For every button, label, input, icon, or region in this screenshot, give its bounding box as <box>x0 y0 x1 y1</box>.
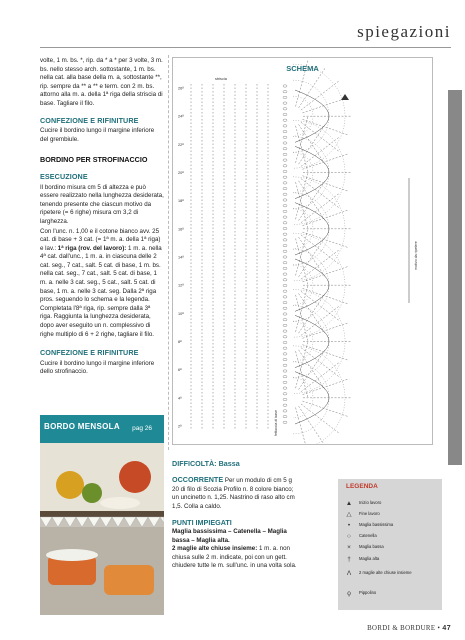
chain-mark <box>283 353 287 355</box>
chain-mark <box>283 227 287 229</box>
chain-mark <box>283 358 287 360</box>
execution-row-label: 1ª riga (rov. del lavoro): <box>57 244 127 252</box>
chain-mark <box>283 91 287 93</box>
stitches-definition <box>172 545 298 570</box>
schema-row-label: 18ª <box>178 199 184 204</box>
execution-text-2-pre: Con l'unc. n. 1,00 e il cotone bianco avv. 25 cat. di base + 3 cat. (= 1ª m. a. della 1ª riga) e lav.: <box>40 227 161 252</box>
chain-mark <box>283 336 287 338</box>
legend-panel <box>338 479 442 610</box>
chain-mark <box>283 398 287 400</box>
chain-mark <box>283 108 287 110</box>
schema-side-label: motivo da ripetere <box>414 241 418 270</box>
legend-item <box>342 521 438 531</box>
chain-mark <box>283 387 287 389</box>
chain-mark <box>283 113 287 115</box>
schema-row-label: 24ª <box>178 114 184 119</box>
chain-mark <box>283 370 287 372</box>
chain-mark <box>283 187 287 189</box>
chain-mark <box>283 421 287 423</box>
legend-item <box>342 589 438 599</box>
schema-row-label: 14ª <box>178 255 184 260</box>
chain-mark <box>283 313 287 315</box>
schema-row-label: 4ª <box>178 396 182 401</box>
chain-mark <box>283 296 287 298</box>
chain-mark <box>283 125 287 127</box>
page-header-title: spiegazioni <box>357 22 451 41</box>
finishing-text-2: Cucire il bordino lungo il margine inferiore dello strofinaccio. <box>40 359 155 376</box>
legend-item-label: Inizio lavoro <box>359 500 382 505</box>
section-heading: BORDINO PER STROFINACCIO <box>40 155 148 165</box>
finishing-text-1: Cucire il bordino lungo il margine inferiore del grembiule. <box>40 127 155 143</box>
chain-mark <box>283 393 287 395</box>
schema-row-label: 10ª <box>178 311 184 316</box>
chain-mark <box>283 256 287 258</box>
legend-item-label: Fine lavoro <box>359 511 380 516</box>
intro-paragraph: volte, 1 m. bs. *, rip. da * a * per 3 volte, 3 m. bs. nello stesso arch. sottostante, 1 m. bs. nella cat. alla base della m. a, sottostante **, rip. sempre da ** a ** e term. con 2 m. bs. attorno alla m. a. della 1ª riga della striscia di base. Tagliare il filo. <box>40 57 163 107</box>
chain-mark <box>283 307 287 309</box>
chain-mark <box>283 176 287 178</box>
footer-magazine: BORDI & BORDURE <box>367 625 436 632</box>
start-marker <box>341 94 349 100</box>
schema-bottom-label: fettuccia di base <box>274 410 278 436</box>
right-text-block <box>172 460 298 570</box>
two-dc-together-icon: Λ <box>346 570 352 577</box>
chain-mark <box>283 216 287 218</box>
required-text: Per un modulo di cm 5 g 20 di filo di Scozia Profilo n. 8 colore bianco; un uncinetto n. 1,25. Nastrino di raso alto cm 1,5. Colla a caldo. <box>172 477 295 510</box>
execution-text: Il bordino misura cm 5 di altezza e può essere realizzato nella lunghezza desiderata, tenendo presente che ciascun motivo da ripetere (= 6 righe) misura cm 3,2 di larghezza. <box>40 183 164 225</box>
chain-mark <box>283 250 287 252</box>
schema-top-label: striscia <box>215 77 227 81</box>
start-arrow-icon: ▲ <box>345 500 353 507</box>
chain-mark <box>283 364 287 366</box>
chain-mark <box>283 290 287 292</box>
end-arrow-icon: △ <box>346 511 352 518</box>
required-heading: OCCORRENTE <box>172 475 224 485</box>
execution-text-2-post: 1 m. a. nella 4ª cat. dall'unc., 1 m. a. in ciascuna delle 2 cat. seg., 7 cat., salt. 5 cat. di base, 1 m. bs. nella cat. seg., 7 cat., salt. 5 cat. di base, 1 m. a. nelle 3 cat. seg., 5 cat., salt. 5 cat. di base, 1 m. a. nelle 3 cat. seg. Dalla 2ª riga pros. seguendo lo schema e la legenda. Completata l'8ª riga, rip. sempre dalla 3ª riga. Raggiunta la lunghezza desiderata, dopo aver eseguito un n. complessivo di righe multiplo di 6 + 2 righe, tagliare il filo. <box>40 244 162 338</box>
fan-spoke <box>296 60 308 106</box>
legend-item-label: Pippolino <box>359 590 377 595</box>
chain-mark <box>283 182 287 184</box>
kitchen-photo <box>40 415 164 615</box>
chain-mark <box>283 153 287 155</box>
execution-text-2 <box>40 228 164 340</box>
chain-mark <box>283 199 287 201</box>
chain-mark <box>283 415 287 417</box>
chain-mark <box>283 273 287 275</box>
chain-mark <box>283 159 287 161</box>
chain-mark <box>283 324 287 326</box>
chain-mark <box>283 136 287 138</box>
legend-item <box>342 499 438 509</box>
legend-item <box>342 532 438 542</box>
left-text-column <box>40 57 164 378</box>
card-page-ref[interactable]: pag 26 <box>132 425 152 432</box>
fan-spoke <box>299 406 326 444</box>
schema-row-label: 2ª <box>178 424 182 429</box>
chain-mark <box>283 244 287 246</box>
legend-item-label: Maglia alta <box>359 556 380 561</box>
chain-mark <box>283 96 287 98</box>
schema-row-label: 6ª <box>178 368 182 373</box>
chain-mark <box>283 381 287 383</box>
chain-mark <box>283 193 287 195</box>
schema-row-label: 16ª <box>178 227 184 232</box>
chain-mark <box>283 284 287 286</box>
execution-heading: ESECUZIONE <box>40 171 88 181</box>
legend-title: LEGENDA <box>346 483 378 490</box>
legend-item <box>342 510 438 520</box>
schema-diagram <box>173 58 432 444</box>
chain-mark <box>283 210 287 212</box>
double-crochet-icon: † <box>347 556 351 563</box>
chain-mark <box>283 319 287 321</box>
fan-spoke <box>296 407 308 444</box>
footer-page-number: 47 <box>442 625 451 632</box>
column-separator <box>168 55 169 450</box>
chain-mark <box>283 165 287 167</box>
chain-mark <box>283 410 287 412</box>
legend-item-label: Maglia bassissima <box>359 522 394 527</box>
chain-mark <box>283 301 287 303</box>
fan-arc <box>293 96 313 136</box>
chain-mark <box>283 130 287 132</box>
chain-mark <box>283 222 287 224</box>
legend-item <box>342 569 438 579</box>
legend-item <box>342 543 438 553</box>
stitches-def-term: 2 maglie alte chiuse insieme: <box>172 545 258 553</box>
finishing-heading-2: CONFEZIONE E RIFINITURE <box>40 348 139 358</box>
legend-item-label: Maglia bassa <box>359 544 384 549</box>
chain-mark <box>283 330 287 332</box>
chain-mark <box>283 142 287 144</box>
schema-row-label: 8ª <box>178 340 182 344</box>
schema-row-label: 22ª <box>178 142 184 147</box>
page-footer: BORDI & BORDURE • 47 <box>367 625 451 632</box>
chain-mark <box>283 239 287 241</box>
schema-title: SCHEMA <box>286 64 319 73</box>
chain-mark <box>283 102 287 104</box>
stitches-list: Maglia bassissima – Catenella – Maglia bassa – Maglia alta. <box>172 528 287 544</box>
schema-row-label: 20ª <box>178 171 184 175</box>
chain-mark <box>283 376 287 378</box>
chain-mark <box>283 205 287 207</box>
header-rule <box>40 47 451 48</box>
bordo-mensola-card[interactable] <box>40 415 164 615</box>
chain-mark <box>283 279 287 281</box>
legend-item-label: Catenella <box>359 533 377 538</box>
chain-mark <box>283 119 287 121</box>
schema-row-label: 26ª <box>178 86 184 91</box>
stitches-heading: PUNTI IMPIEGATI <box>172 518 232 528</box>
slip-stitch-icon: • <box>347 522 351 529</box>
required-paragraph <box>172 476 298 511</box>
chain-mark <box>283 170 287 172</box>
chain-icon: ○ <box>347 533 351 540</box>
page-edge-bar <box>448 90 462 465</box>
difficulty-label: DIFFICOLTÀ: Bassa <box>172 459 240 468</box>
stitches-def-text: 1 m. a. non chiusa sulle 2 m. indicate, poi con un gett. chiudere tutte le m. sull'unc. in una volta sola. <box>172 545 297 570</box>
schema-row-label: 12ª <box>178 283 184 288</box>
chain-mark <box>283 341 287 343</box>
picot-icon: ϙ <box>347 590 351 597</box>
chain-mark <box>283 148 287 150</box>
card-title: BORDO MENSOLA <box>44 422 120 431</box>
fan-arc <box>293 346 345 444</box>
fan-arc <box>293 378 313 418</box>
chain-mark <box>283 85 287 87</box>
single-crochet-icon: × <box>347 544 351 551</box>
legend-item-label: 2 maglie alte chiuse insieme <box>359 570 412 575</box>
chain-mark <box>283 262 287 264</box>
chain-mark <box>283 347 287 349</box>
finishing-heading-1: CONFEZIONE E RIFINITURE <box>40 115 139 125</box>
chain-mark <box>283 404 287 406</box>
legend-item <box>342 555 438 565</box>
fan-spoke <box>299 68 326 108</box>
chain-mark <box>283 267 287 269</box>
crochet-schema <box>172 57 433 445</box>
chain-mark <box>283 233 287 235</box>
